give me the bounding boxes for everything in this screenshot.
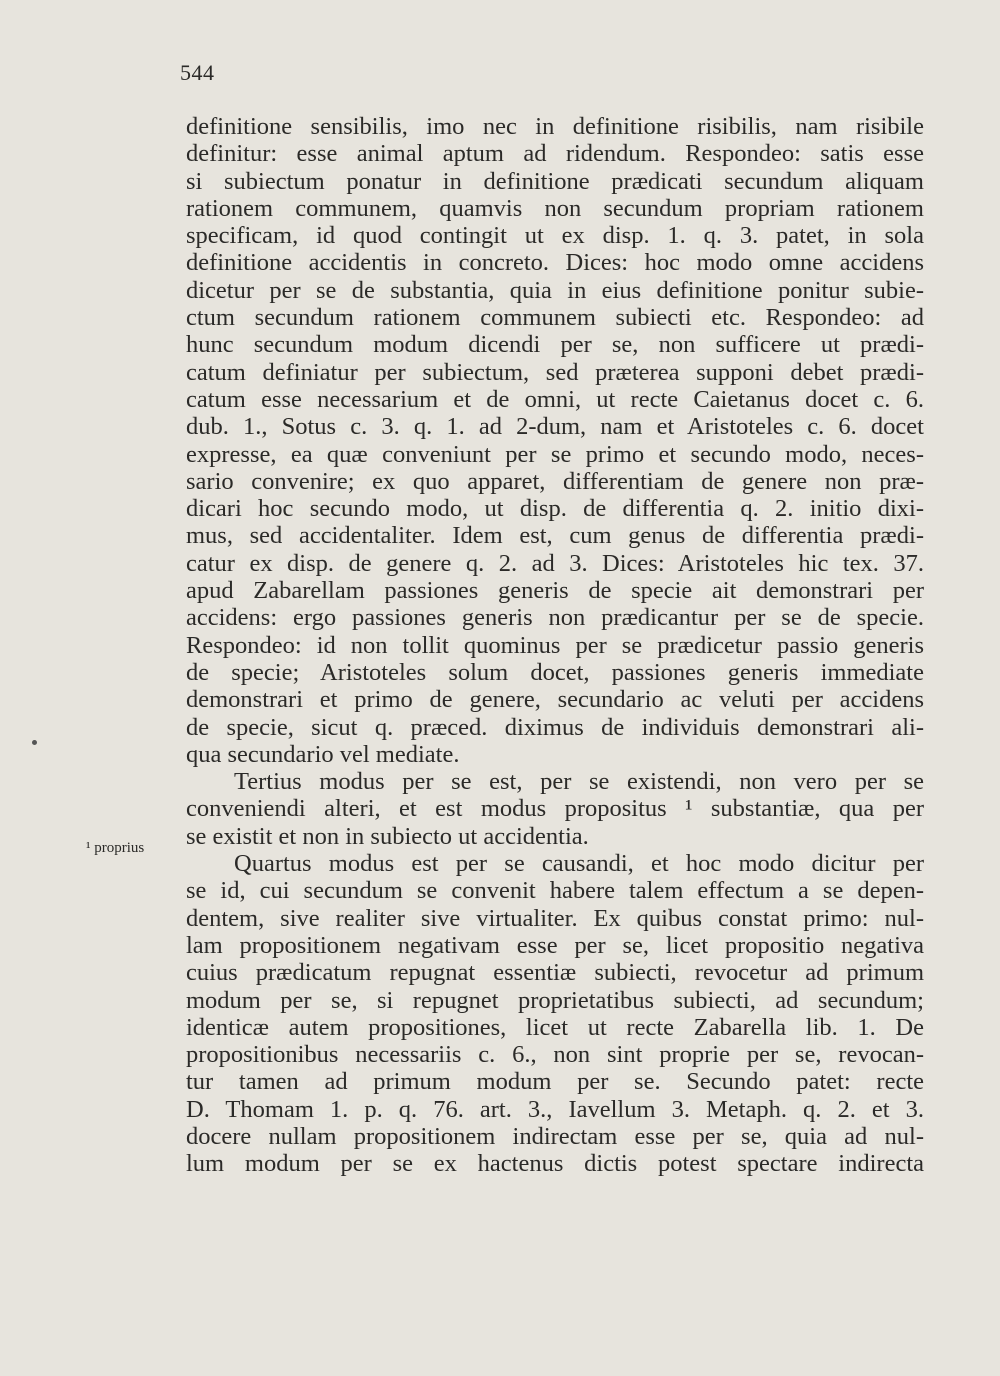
text-line: modum per se, si repugnet proprietatibus subiecti, ad secundum; — [186, 986, 924, 1014]
text-line: de specie; Aristoteles solum docet, passiones generis immediate — [186, 658, 924, 686]
text-line: definitur: esse animal aptum ad ridendum. Respondeo: satis esse — [186, 140, 924, 168]
text-line: se existit et non in subiecto ut accidentia. — [186, 822, 589, 850]
text-line: lam propositionem negativam esse per se, licet propositio negativa — [186, 931, 924, 959]
text-line: se id, cui secundum se convenit habere talem effectum a se depen- — [186, 877, 924, 905]
page-number: 544 — [180, 60, 215, 85]
text-line: definitione accidentis in concreto. Dices: hoc modo omne accidens — [186, 249, 924, 277]
text-line: ctum secundum rationem communem subiecti etc. Respondeo: ad — [186, 304, 924, 332]
body-text — [186, 113, 924, 1178]
text-line: tur tamen ad primum modum per se. Secundo patet: recte — [186, 1068, 924, 1096]
margin-note: ¹ proprius — [86, 840, 145, 856]
text-line: docere nullam propositionem indirectam esse per se, quia ad nul- — [186, 1122, 924, 1150]
text-line: lum modum per se ex hactenus dictis potest spectare indirecta — [186, 1150, 924, 1178]
text-line: Quartus modus est per se causandi, et hoc modo dicitur per — [234, 850, 924, 878]
text-line: catum definiatur per subiectum, sed præterea supponi debet prædi- — [186, 358, 924, 386]
text-line: identicæ autem propositiones, licet ut recte Zabarella lib. 1. De — [186, 1013, 924, 1041]
text-line: Respondeo: id non tollit quominus per se prædicetur passio generis — [186, 631, 924, 659]
text-line: si subiectum ponatur in definitione prædicati secundum aliquam — [186, 167, 924, 195]
text-line: apud Zabarellam passiones generis de specie ait demonstrari per — [186, 577, 924, 605]
margin-dot — [32, 740, 37, 745]
text-line: dicari hoc secundo modo, ut disp. de differentia q. 2. initio dixi- — [186, 495, 924, 523]
text-line: accidens: ergo passiones generis non prædicantur per se de specie. — [186, 604, 924, 632]
text-line: catur ex disp. de genere q. 2. ad 3. Dices: Aristoteles hic tex. 37. — [186, 549, 924, 577]
text-line: mus, sed accidentaliter. Idem est, cum genus de differentia prædi- — [186, 522, 924, 550]
text-line: dicetur per se de substantia, quia in eius definitione ponitur subie- — [186, 276, 924, 304]
text-line: de specie, sicut q. præced. diximus de individuis demonstrari ali- — [186, 713, 924, 741]
text-line: hunc secundum modum dicendi per se, non sufficere ut prædi- — [186, 331, 924, 359]
text-line: catum esse necessarium et de omni, ut recte Caietanus docet c. 6. — [186, 385, 924, 413]
text-line: D. Thomam 1. p. q. 76. art. 3., Iavellum 3. Metaph. q. 2. et 3. — [186, 1095, 924, 1123]
text-line: specificam, id quod contingit ut ex disp. 1. q. 3. patet, in sola — [186, 222, 924, 250]
text-line: sario convenire; ex quo apparet, differentiam de genere non præ- — [186, 467, 924, 495]
text-line: dentem, sive realiter sive virtualiter. Ex quibus constat primo: nul- — [186, 904, 924, 932]
text-line: Tertius modus per se est, per se existendi, non vero per se — [234, 768, 924, 796]
text-line: definitione sensibilis, imo nec in definitione risibilis, nam risibile — [186, 113, 924, 140]
text-line: demonstrari et primo de genere, secundario ac veluti per accidens — [186, 686, 924, 714]
text-line: expresse, ea quæ conveniunt per se primo et secundo modo, neces- — [186, 440, 924, 468]
text-line: propositionibus necessariis c. 6., non sint proprie per se, revocan- — [186, 1041, 924, 1069]
text-line: cuius prædicatum repugnat essentiæ subiecti, revocetur ad primum — [186, 959, 924, 987]
text-line: conveniendi alteri, et est modus propositus ¹ substantiæ, qua per — [186, 795, 924, 823]
text-line: rationem communem, quamvis non secundum propriam rationem — [186, 194, 924, 222]
text-line: qua secundario vel mediate. — [186, 740, 460, 768]
text-line: dub. 1., Sotus c. 3. q. 1. ad 2-dum, nam et Aristoteles c. 6. docet — [186, 413, 924, 441]
